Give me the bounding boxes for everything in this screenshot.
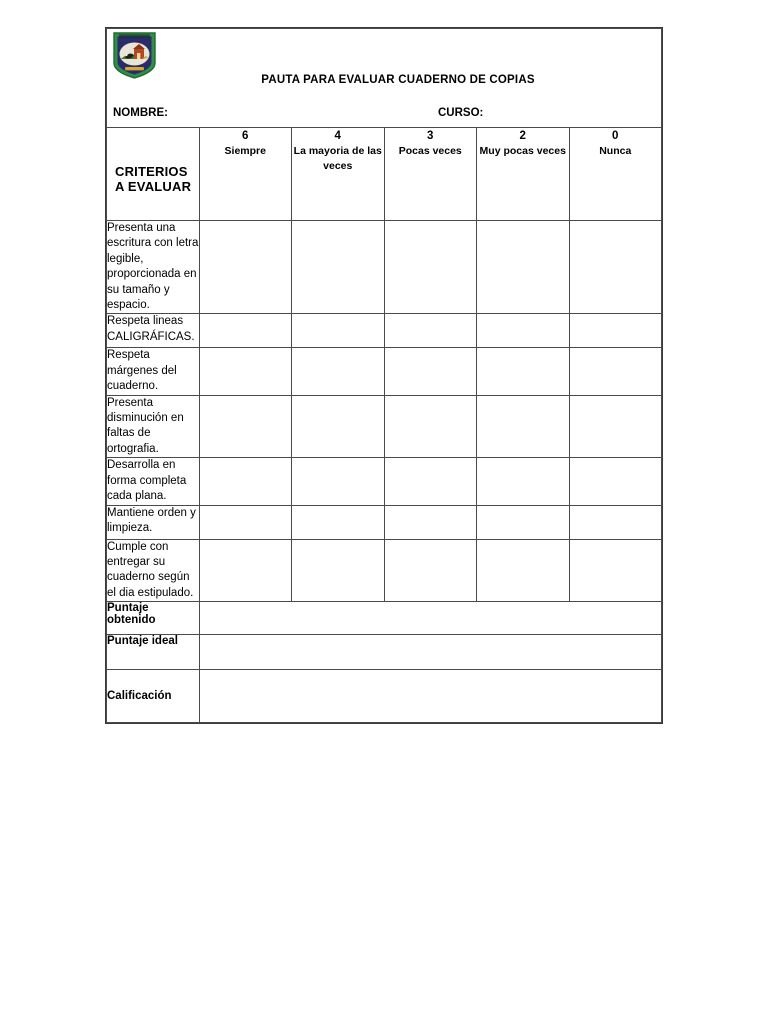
criterion-row (107, 314, 662, 348)
criterion-text-1: Presenta una escritura con letra legible, proporcionada en su tamaño y espacio. (107, 221, 200, 314)
criterion-6-mark-0[interactable] (569, 505, 662, 539)
scale-column-4 (292, 128, 385, 221)
criterion-5-mark-0[interactable] (569, 458, 662, 505)
criterion-row (107, 505, 662, 539)
criterion-text-3: Respeta márgenes del cuaderno. (107, 348, 200, 395)
scale-desc-3: Pocas veces (398, 145, 462, 158)
criterion-7-mark-3[interactable] (384, 539, 477, 602)
criteria-header-label: CRITERIOS A EVALUAR (115, 164, 192, 194)
summary-row (107, 635, 662, 670)
nombre-label: NOMBRE: (113, 107, 168, 119)
scale-desc-4: La mayoria de las veces (293, 145, 382, 173)
criterion-text-6: Mantiene orden y limpieza. (107, 505, 200, 539)
scale-score-6: 6 (242, 130, 249, 142)
criterion-4-mark-0[interactable] (569, 395, 662, 458)
criterion-3-mark-6[interactable] (199, 348, 292, 395)
criterion-7-mark-2[interactable] (477, 539, 570, 602)
criterion-4-mark-4[interactable] (292, 395, 385, 458)
document-title: PAUTA PARA EVALUAR CUADERNO DE COPIAS (261, 74, 535, 86)
criterion-row (107, 395, 662, 458)
criterion-3-mark-4[interactable] (292, 348, 385, 395)
criterion-row (107, 348, 662, 395)
criterion-3-mark-0[interactable] (569, 348, 662, 395)
summary-label-puntaje-ideal: Puntaje ideal (107, 635, 200, 670)
scale-score-2: 2 (519, 130, 526, 142)
school-crest-logo-icon (112, 32, 157, 79)
criterion-7-mark-6[interactable] (199, 539, 292, 602)
summary-value-calificacion[interactable] (199, 670, 662, 723)
rubric-table-container (106, 28, 662, 723)
criterion-7-mark-4[interactable] (292, 539, 385, 602)
criterion-1-mark-4[interactable] (292, 221, 385, 314)
scale-score-4: 4 (334, 130, 341, 142)
criterion-row (107, 221, 662, 314)
criterion-5-mark-3[interactable] (384, 458, 477, 505)
criterion-3-mark-2[interactable] (477, 348, 570, 395)
scale-score-0: 0 (612, 130, 619, 142)
scale-column-3 (384, 128, 477, 221)
criterion-2-mark-2[interactable] (477, 314, 570, 348)
scale-score-3: 3 (427, 130, 434, 142)
criterion-text-2: Respeta lineas CALIGRÁFICAS. (107, 314, 200, 348)
criterion-4-mark-3[interactable] (384, 395, 477, 458)
criterion-6-mark-2[interactable] (477, 505, 570, 539)
criterion-5-mark-2[interactable] (477, 458, 570, 505)
summary-label-puntaje-obtenido: Puntaje obtenido (107, 602, 200, 635)
summary-row (107, 670, 662, 723)
summary-value-puntaje-obtenido[interactable] (199, 602, 662, 635)
rubric-table (106, 28, 662, 723)
criterion-text-7: Cumple con entregar su cuaderno según el dia estipulado. (107, 539, 200, 602)
summary-value-puntaje-ideal[interactable] (199, 635, 662, 670)
criterion-3-mark-3[interactable] (384, 348, 477, 395)
criterion-6-mark-6[interactable] (199, 505, 292, 539)
criterion-text-4: Presenta disminución en faltas de ortografia. (107, 395, 200, 458)
criterion-row (107, 458, 662, 505)
masthead-row (107, 29, 662, 128)
criteria-header-cell (107, 128, 200, 221)
criterion-5-mark-4[interactable] (292, 458, 385, 505)
criterion-6-mark-4[interactable] (292, 505, 385, 539)
criterion-row (107, 539, 662, 602)
scale-desc-0: Nunca (599, 145, 632, 158)
curso-label: CURSO: (438, 107, 484, 119)
criterion-1-mark-3[interactable] (384, 221, 477, 314)
summary-row (107, 602, 662, 635)
criterion-1-mark-0[interactable] (569, 221, 662, 314)
criterion-4-mark-2[interactable] (477, 395, 570, 458)
summary-label-calificacion: Calificación (107, 670, 200, 723)
scale-column-6 (199, 128, 292, 221)
masthead (107, 29, 661, 127)
criterion-1-mark-6[interactable] (199, 221, 292, 314)
criterion-2-mark-0[interactable] (569, 314, 662, 348)
criterion-4-mark-6[interactable] (199, 395, 292, 458)
criterion-2-mark-6[interactable] (199, 314, 292, 348)
criterion-2-mark-3[interactable] (384, 314, 477, 348)
criterion-5-mark-6[interactable] (199, 458, 292, 505)
scale-column-2 (477, 128, 570, 221)
criterion-text-5: Desarrolla en forma completa cada plana. (107, 458, 200, 505)
criterion-1-mark-2[interactable] (477, 221, 570, 314)
scale-desc-6: Siempre (224, 145, 266, 158)
scale-desc-2: Muy pocas veces (479, 145, 566, 158)
criterion-2-mark-4[interactable] (292, 314, 385, 348)
scale-header-row (107, 128, 662, 221)
masthead-cell (107, 29, 662, 128)
scale-column-0 (569, 128, 662, 221)
identification-line (107, 107, 661, 125)
criterion-6-mark-3[interactable] (384, 505, 477, 539)
criterion-7-mark-0[interactable] (569, 539, 662, 602)
